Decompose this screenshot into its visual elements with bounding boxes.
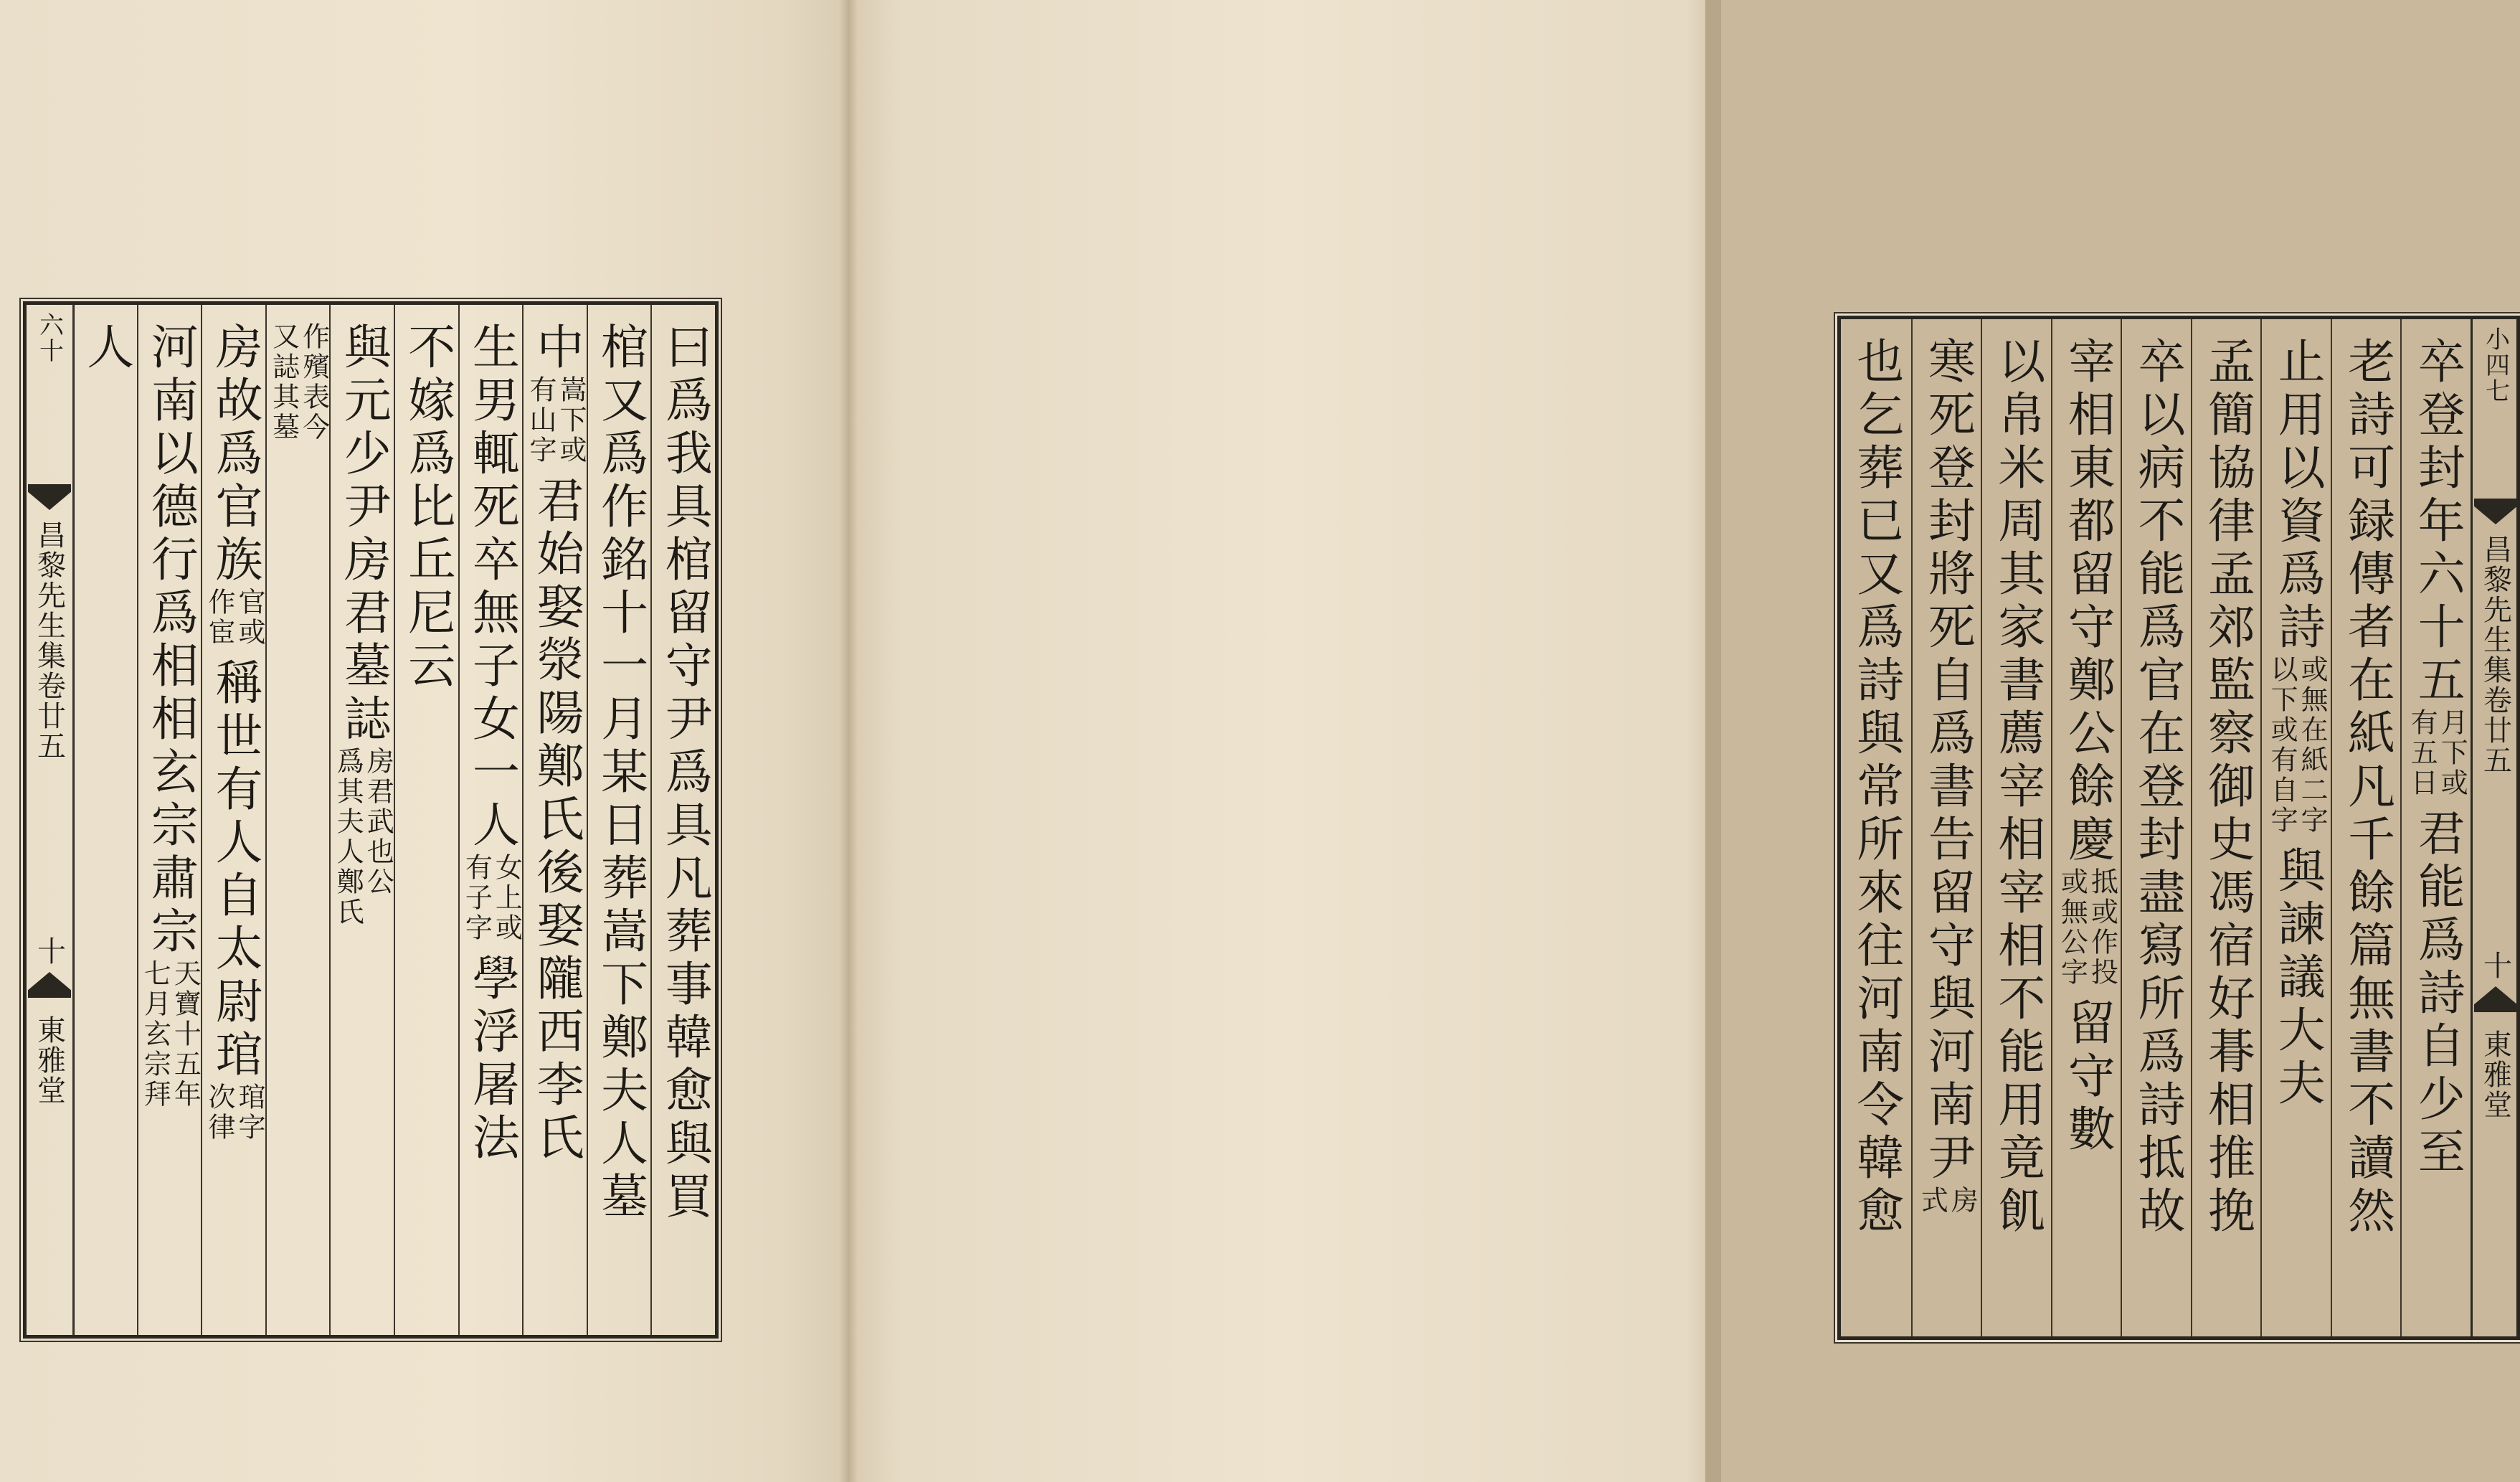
column-main-text: 宰相東都留守鄭公餘慶 [2060, 336, 2116, 867]
column-annotation-left: 有五日 [2406, 708, 2438, 798]
right-page-frame [1837, 316, 2520, 1340]
right-margin-strip [2471, 319, 2519, 1336]
column-main-text-continued: 君始娶滎陽鄭氏後娶隴西李氏 [528, 476, 584, 1166]
column-main-text: 棺又爲作銘十一月某日葬嵩下鄭夫人墓 [592, 322, 648, 1224]
text-column [522, 305, 588, 1335]
margin-page-number: 十 [2478, 950, 2512, 981]
column-main-text: 卒以病不能爲官在登封盡寫所爲詩抵故 [2129, 336, 2185, 1239]
text-column [394, 305, 460, 1335]
text-column [1911, 319, 1983, 1336]
margin-top-label: 小四七 [2481, 326, 2510, 404]
text-column [329, 305, 395, 1335]
column-annotation-left: 作宦 [203, 587, 235, 648]
left-page-frame [23, 301, 719, 1339]
column-annotation-left: 式 [1916, 1186, 1948, 1216]
text-column [1841, 319, 1911, 1336]
text-column [587, 305, 653, 1335]
text-column [458, 305, 524, 1335]
fish-tail-upper [2474, 499, 2517, 524]
fish-tail-lower [2474, 986, 2517, 1012]
fish-tail-upper [28, 484, 71, 510]
column-annotation-left: 又誌其墓 [267, 322, 300, 443]
column-annotation-right: 或無在紙二字 [2296, 655, 2329, 836]
text-column [1981, 319, 2052, 1336]
text-column [650, 305, 716, 1335]
column-annotation-left: 次律 [203, 1082, 235, 1143]
margin-top-label: 六十 [34, 312, 64, 364]
column-annotation-left: 或無公字 [2056, 867, 2088, 988]
text-column [201, 305, 267, 1335]
column-main-text: 人 [78, 322, 134, 375]
column-main-text-continued: 君能爲詩自少至 [2410, 808, 2465, 1180]
column-annotation-right: 琯字 [233, 1082, 265, 1143]
column-annotation-right: 房 [1946, 1186, 1979, 1216]
margin-press-name: 東雅堂 [2478, 1029, 2512, 1120]
column-main-text: 卒登封年六十五 [2410, 336, 2465, 708]
column-annotation-right: 官或 [233, 587, 265, 648]
column-annotation-left: 有山字 [524, 375, 556, 466]
column-main-text: 中 [528, 322, 584, 375]
right-page [848, 0, 2512, 1482]
text-column [265, 305, 331, 1335]
column-annotation-right: 嵩下或 [554, 375, 587, 466]
column-main-text: 老詩可録傳者在紙凡千餘篇無書不讀然 [2339, 336, 2395, 1239]
book-gutter [839, 0, 858, 1482]
column-annotation-left: 有子字 [460, 853, 493, 943]
text-column [2331, 319, 2402, 1336]
text-column [2121, 319, 2192, 1336]
margin-book-title: 昌黎先生集卷廿五 [32, 520, 66, 761]
column-main-text-continued: 留守數 [2060, 998, 2116, 1157]
column-main-text: 孟簡協律孟郊監察御史馮宿好朞相推挽 [2199, 336, 2255, 1239]
text-column [137, 305, 203, 1335]
column-main-text: 房故爲官族 [207, 322, 262, 587]
column-annotation-right: 抵或作投 [2086, 867, 2118, 988]
column-main-text: 以帛米周其家書薦宰相宰相不能用竟飢 [1989, 336, 2045, 1239]
margin-press-name: 東雅堂 [32, 1015, 66, 1105]
margin-book-title: 昌黎先生集卷廿五 [2478, 534, 2512, 775]
text-column [2191, 319, 2263, 1336]
column-main-text: 不嫁爲比丘尼云 [399, 322, 455, 694]
text-column [2051, 319, 2123, 1336]
column-main-text: 與元少尹房君墓誌 [336, 322, 392, 747]
column-annotation-left: 七月玄宗拜 [139, 959, 171, 1110]
column-main-text: 止用以資爲詩 [2270, 336, 2326, 655]
left-page [0, 0, 848, 1482]
column-main-text: 生男輒死卒無子女一人 [464, 322, 520, 853]
page-edge [1705, 0, 1721, 1482]
column-main-text-continued: 學浮屠法 [464, 953, 520, 1166]
text-column [2260, 319, 2332, 1336]
column-main-text: 曰爲我具棺留守尹爲具凡葬事韓愈與買 [657, 322, 713, 1224]
column-main-text-continued: 稱世有人自太尉琯 [207, 658, 262, 1082]
column-annotation-right: 作殯表今 [298, 322, 330, 443]
text-column [2400, 319, 2472, 1336]
column-main-text: 河南以德行爲相相玄宗肅宗 [143, 322, 199, 959]
fish-tail-lower [28, 972, 71, 998]
column-main-text-continued: 與諫議大夫 [2270, 846, 2326, 1111]
column-annotation-right: 天寶十五年 [169, 959, 202, 1110]
column-annotation-right: 月下或 [2436, 708, 2468, 798]
margin-page-number: 十 [32, 936, 66, 966]
text-column [72, 305, 138, 1335]
column-main-text: 寒死登封將死自爲書告留守與河南尹 [1920, 336, 1976, 1186]
column-annotation-right: 女上或 [491, 853, 523, 943]
column-annotation-left: 以下或有自字 [2266, 655, 2298, 836]
column-annotation-left: 爲其夫人鄭氏 [332, 747, 364, 928]
left-margin-strip [27, 305, 75, 1335]
column-main-text: 也乞葬已又爲詩與常所來往河南令韓愈 [1848, 336, 1904, 1239]
column-annotation-right: 房君武也公 [362, 747, 394, 897]
